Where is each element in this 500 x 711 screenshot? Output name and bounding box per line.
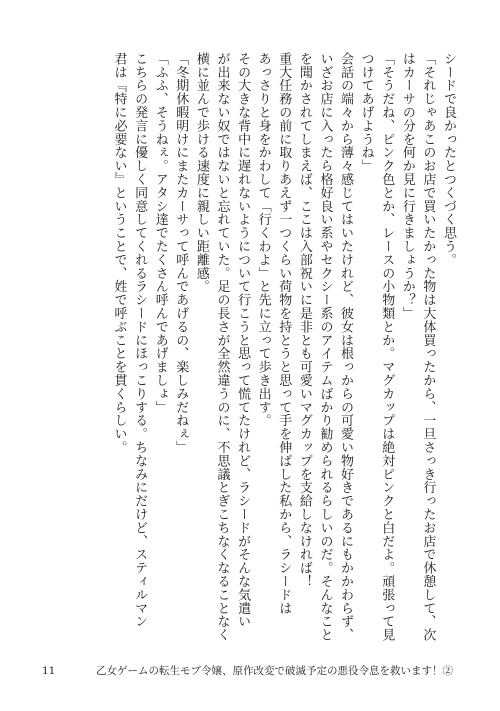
text-line: シードで良かったとつくづく思う。 [441,52,456,267]
vertical-body-text [46,52,458,650]
text-line: が出来ない奴ではないと忘れていた。足の長さが全然違うのに、不思議とぎこちなくなることなく [214,52,230,642]
text-line: 君は『特に必要ない』ということで、姓で呼ぶことを貫くらしい。 [111,52,127,454]
text-line: 会話の端々から薄々感じてはいたけれど、彼女は根っからの可愛い物好きであるにもかかわらず、 [338,52,354,642]
page-number: 11 [42,665,56,677]
page-footer [32,663,480,679]
text-line: はカーサの分を何か見に行きましょうか？」 [399,52,415,320]
text-line: こちらの発言に優しく同意してくれるラシードにほっこりする。ちなみにだけど、スティルマン [132,52,148,629]
text-line: 「冬期休暇明けにまたカーサって呼んであげるの、楽しみだねぇ」 [173,52,189,454]
text-line: 重大任務の前に取りあえず一つくらい荷物を持とうと思って手を伸ばした私から、ラシードは [276,52,292,615]
book-title: 乙女ゲームの転生モブ令嬢、原作改変で破滅予定の悪役令息を救います！② [96,665,453,677]
text-line: つけてあげようね」 [358,52,374,173]
text-line: 横に並んで歩ける速度に親しい距離感。 [193,52,209,294]
text-line: 「それじゃあこのお店で買いたかった物は大体買ったから、一旦さっき行ったお店で休憩して、次 [420,52,436,642]
text-line: あっさりと身をかわして「行くわよ」と先に立って歩き出す。 [255,52,271,428]
text-line: を聞かされてしまえば、ここは入部祝いに是非とも可愛いマグカップを支給しなければ！ [296,52,312,588]
text-line: いざお店に入ったら格好良い系やセクシー系のアイテムばかり勧められるらしいのだ。そんなこと [317,52,333,642]
text-line: 「そうだね、ピンク色とか、レースの小物類とか。マグカップは絶対ピンクと白だよ。頑張って見 [379,52,395,642]
text-line: その大きな背中に遅れないようについて行こうと思って慌てたけれど、ラシードがそんな気遣い [235,52,251,629]
text-line: 「ふふ、そうねぇ。アタシ達でたくさん呼んであげましょ」 [152,52,168,414]
